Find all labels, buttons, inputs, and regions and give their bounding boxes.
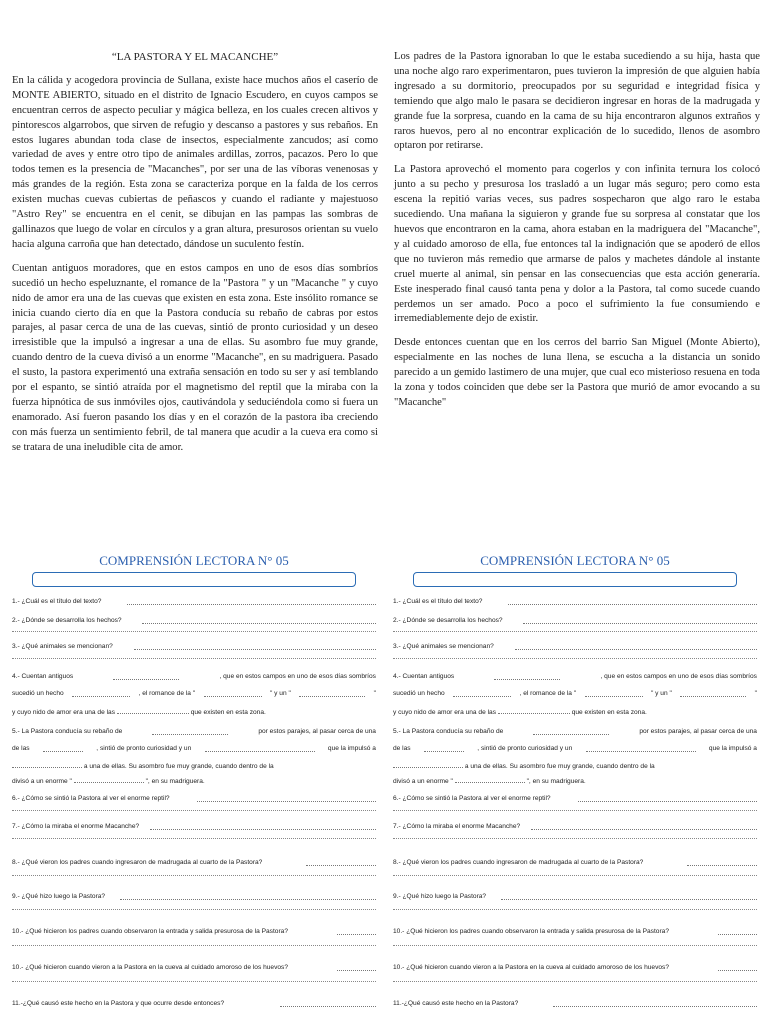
question-4-line-2: sucedió un hecho , el romance de la " " y un " " (12, 690, 376, 697)
answer-line[interactable] (393, 810, 757, 811)
question-5-line-3: a una de ellas. Su asombro fue muy grande, cuando dentro de la (393, 761, 757, 769)
answer-line[interactable] (12, 981, 376, 982)
answer-line[interactable] (523, 623, 757, 624)
answer-line[interactable] (142, 623, 376, 624)
blank[interactable] (117, 707, 189, 714)
answer-line[interactable] (120, 899, 376, 900)
question-6: 6.- ¿Cómo se sintió la Pastora al ver el enorme reptil? (12, 795, 170, 802)
answer-line[interactable] (337, 934, 376, 935)
question-11: 11.-¿Qué causó este hecho en la Pastora y que ocurre desde entonces? (12, 1000, 225, 1007)
blank[interactable] (299, 690, 365, 697)
question-8: 8.- ¿Qué vieron los padres cuando ingresaron de madrugada al cuarto de la Pastora? (12, 859, 263, 866)
question-4-line-3: y cuyo nido de amor era una de las que existen en esta zona. (393, 709, 647, 716)
blank[interactable] (494, 673, 560, 680)
answer-line[interactable] (12, 838, 376, 839)
question-1: 1.- ¿Cuál es el título del texto? (12, 598, 102, 605)
question-10a: 10.- ¿Qué hicieron los padres cuando observaron la entrada y salida presurosa de la Pastora? (393, 928, 670, 935)
blank[interactable] (152, 728, 228, 735)
answer-line[interactable] (687, 865, 757, 866)
blank[interactable] (393, 761, 463, 768)
question-2: 2.- ¿Dónde se desarrolla los hechos? (393, 617, 503, 624)
answer-line[interactable] (393, 945, 757, 946)
question-5-line-3: a una de ellas. Su asombro fue muy grande, cuando dentro de la (12, 761, 376, 769)
question-9: 9.- ¿Qué hizo luego la Pastora? (393, 893, 487, 900)
answer-line[interactable] (280, 1006, 376, 1007)
answer-line[interactable] (553, 1006, 757, 1007)
worksheet-title: COMPRENSIÓN LECTORA N° 05 (99, 553, 289, 568)
answer-line[interactable] (12, 810, 376, 811)
question-5-line-1: 5.- La Pastora conducía su rebaño de por estos parajes, al pasar cerca de una (393, 728, 757, 735)
question-4-line-3: y cuyo nido de amor era una de las que existen en esta zona. (12, 709, 266, 716)
answer-line[interactable] (393, 875, 757, 876)
story-column-right (394, 50, 760, 420)
question-7: 7.- ¿Cómo la miraba el enorme Macanche? (393, 823, 521, 830)
answer-line[interactable] (393, 838, 757, 839)
answer-line[interactable] (306, 865, 376, 866)
question-4-line-1: 4.- Cuentan antiguos , que en estos campos en uno de esos días sombríos (393, 673, 757, 680)
question-5-line-1: 5.- La Pastora conducía su rebaño de por estos parajes, al pasar cerca de una (12, 728, 376, 735)
question-1: 1.- ¿Cuál es el título del texto? (393, 598, 483, 605)
blank[interactable] (74, 776, 144, 783)
answer-line[interactable] (718, 970, 757, 971)
answer-line[interactable] (393, 631, 757, 632)
question-5-line-2: de las , sintió de pronto curiosidad y un que la impulsó a (393, 745, 757, 752)
blank[interactable] (204, 690, 262, 697)
question-10a: 10.- ¿Qué hicieron los padres cuando observaron la entrada y salida presurosa de la Pastora? (12, 928, 289, 935)
answer-line[interactable] (150, 829, 376, 830)
answer-line[interactable] (12, 631, 376, 632)
answer-line[interactable] (12, 658, 376, 659)
question-10b: 10.- ¿Qué hicieron cuando vieron a la Pastora en la cueva al cuidado amoroso de los huevos? (393, 964, 670, 971)
story-paragraph: Cuentan antiguos moradores, que en estos campos en uno de esos días sombríos sucedió un hecho espeluznante, el romance de la "Pastora " y un "Macanche " y cuyo nido de amor era una de las cuevas que existen en esta zona. Este insólito romance se inicia cuando cierto día en que la Pastora conducía su rebaño de cabras por estos parajes, al pasar cerca de una de las cuevas, sintió de pronto curiosidad y un deseo irresistible que la impulsó a ingresar a una de ellas. Su asombro fue muy grande, cuando dentro de la cueva divisó a un enorme "Macanche", en su madriguera. Pasado el susto, la pastora experimentó una extraña sensación en todo su ser y así temblando por el espanto, se sintió atraída por el magnetismo del reptil que la miraba con la fuerza hipnótica de sus inmóviles ojos, cautivándola y seduciéndola como si fuera un enamorado. Así fueron pasando los días y en el corazón de la pastora iba creciendo con más fuerza un sentimiento febril, de tal manera que acudir a la cueva era como si se tratara de una ineludible cita de amor. (12, 262, 378, 453)
worksheet-title: COMPRENSIÓN LECTORA N° 05 (480, 553, 670, 568)
blank[interactable] (72, 690, 130, 697)
question-5-line-4: divisó a un enorme " ", en su madriguera. (393, 778, 586, 785)
answer-line[interactable] (578, 801, 757, 802)
question-4-line-2: sucedió un hecho , el romance de la " " y un " " (393, 690, 757, 697)
worksheet-right (393, 553, 757, 1033)
blank[interactable] (455, 776, 525, 783)
answer-line[interactable] (718, 934, 757, 935)
question-3: 3.- ¿Qué animales se mencionan? (12, 643, 113, 650)
question-10b: 10.- ¿Qué hicieron cuando vieron a la Pastora en la cueva al cuidado amoroso de los huevos? (12, 964, 289, 971)
question-7: 7.- ¿Cómo la miraba el enorme Macanche? (12, 823, 140, 830)
question-6: 6.- ¿Cómo se sintió la Pastora al ver el enorme reptil? (393, 795, 551, 802)
name-input-box[interactable] (32, 572, 356, 587)
question-9: 9.- ¿Qué hizo luego la Pastora? (12, 893, 106, 900)
story-column-left (12, 50, 378, 465)
blank[interactable] (205, 745, 315, 752)
answer-line[interactable] (393, 981, 757, 982)
blank[interactable] (453, 690, 511, 697)
blank[interactable] (585, 690, 643, 697)
question-4-line-1: 4.- Cuentan antiguos , que en estos campos en uno de esos días sombríos (12, 673, 376, 680)
question-2: 2.- ¿Dónde se desarrolla los hechos? (12, 617, 122, 624)
story-paragraph: La Pastora aprovechó el momento para cogerlos y con infinita ternura los colocó junto a su pecho y presurosa los trasladó a un lugar más seguro; pero como esta escena la repitió varias veces, sus padres sospecharon que algo raro le estaba sucediendo. Una mañana la siguieron y grande fue su sorpresa al constatar que los huevos que encontraron en la cama, ahora estaban en la madriguera del "Macanche", y al cuidado amoroso de ella, fue entonces tal la indignación que se apoderó de ellos que no tuvieron más remedio que armarse de palos y machetes dándole al instante cruel muerte al animal, sin pensar en las consecuencias que esta acción generaría. Este inesperado final causó tanta pena y dolor a la Pastora, tal como sucede cuando perdemos un ser amado. Poco a poco el sufrimiento la fue consumiendo e irremediablemente dejo de existir. (394, 164, 760, 325)
question-5-line-2: de las , sintió de pronto curiosidad y un que la impulsó a (12, 745, 376, 752)
blank[interactable] (586, 745, 696, 752)
blank[interactable] (43, 745, 83, 752)
question-5-line-4: divisó a un enorme " ", en su madriguera. (12, 778, 205, 785)
name-input-box[interactable] (413, 572, 737, 587)
answer-line[interactable] (12, 875, 376, 876)
story-paragraph: Desde entonces cuentan que en los cerros del barrio San Miguel (Monte Abierto), especialmente en las noches de luna llena, se escucha a la distancia un sonido parecido a un gemido lastimero de una mujer, que cual eco misterioso resuena en toda la zona y todos coinciden que debe ser la Pastora que murió de amor evocando a su "Macanche" (394, 337, 760, 408)
question-11: 11.-¿Qué causó este hecho en la Pastora? (393, 1000, 519, 1007)
blank[interactable] (424, 745, 464, 752)
answer-line[interactable] (127, 604, 376, 605)
blank[interactable] (498, 707, 570, 714)
blank[interactable] (533, 728, 609, 735)
answer-line[interactable] (12, 945, 376, 946)
story-paragraph: En la cálida y acogedora provincia de Sullana, existe hace muchos años el caserío de MONTE ABIERTO, situado en el distrito de Ignacio Escudero, en cuyos campos se encuentran cerros de aspecto peculiar y mágica belleza, en los cuales crecen altivos y pintorescos algarrobos, que sirven de refugio y descanso a pastores y sus rebaños. En estos lugares abundan toda clase de insectos, especialmente zancudos; así como variedad de aves y entre otro tipo de animales ardillas, zorros, pacazos. Pero lo que todos temen es la presencia de "Macanches", por ser una de las víboras venenosas y más grandes de la región. Esta zona se caracteriza porque en la falda de los cerros existen muchas cuevas cubiertas de peñascos y cuando el radiante y majestuoso "Astro Rey" se encuentra en el cenit, se dibujan en las pampas las sombras de gallinazos que luego de volar en círculos y a gran altura, presurosos orientan su vuelo hacia alguna carroña que han detectado, dándose un suculento festín. (12, 74, 378, 250)
answer-line[interactable] (12, 909, 376, 910)
answer-line[interactable] (337, 970, 376, 971)
answer-line[interactable] (197, 801, 376, 802)
blank[interactable] (12, 761, 82, 768)
story-title: “LA PASTORA Y EL MACANCHE” (111, 51, 279, 63)
answer-line[interactable] (501, 899, 757, 900)
answer-line[interactable] (134, 649, 376, 650)
story-paragraph: Los padres de la Pastora ignoraban lo que le estaba sucediendo a su hija, hasta que una noche algo raro experimentaron, pues tuvieron la impresión de que alguien había ingresado a su dormitorio, preocupados por su seguridad e integridad física y temiendo que algo malo le pasara se decidieron ingresar en horas de la madrugada y grande fue la sorpresa, cuando en la cama de su hija encontraron algunos extraños y raros huevos, pero al no encontrar explicación de lo sucedido, llenos de asombro optaron por retirarse. (394, 51, 760, 152)
answer-line[interactable] (531, 829, 757, 830)
blank[interactable] (680, 690, 746, 697)
question-8: 8.- ¿Qué vieron los padres cuando ingresaron de madrugada al cuarto de la Pastora? (393, 859, 644, 866)
answer-line[interactable] (393, 658, 757, 659)
answer-line[interactable] (393, 909, 757, 910)
answer-line[interactable] (508, 604, 757, 605)
answer-line[interactable] (515, 649, 757, 650)
blank[interactable] (113, 673, 179, 680)
question-3: 3.- ¿Qué animales se mencionan? (393, 643, 494, 650)
worksheet-left (12, 553, 376, 1033)
